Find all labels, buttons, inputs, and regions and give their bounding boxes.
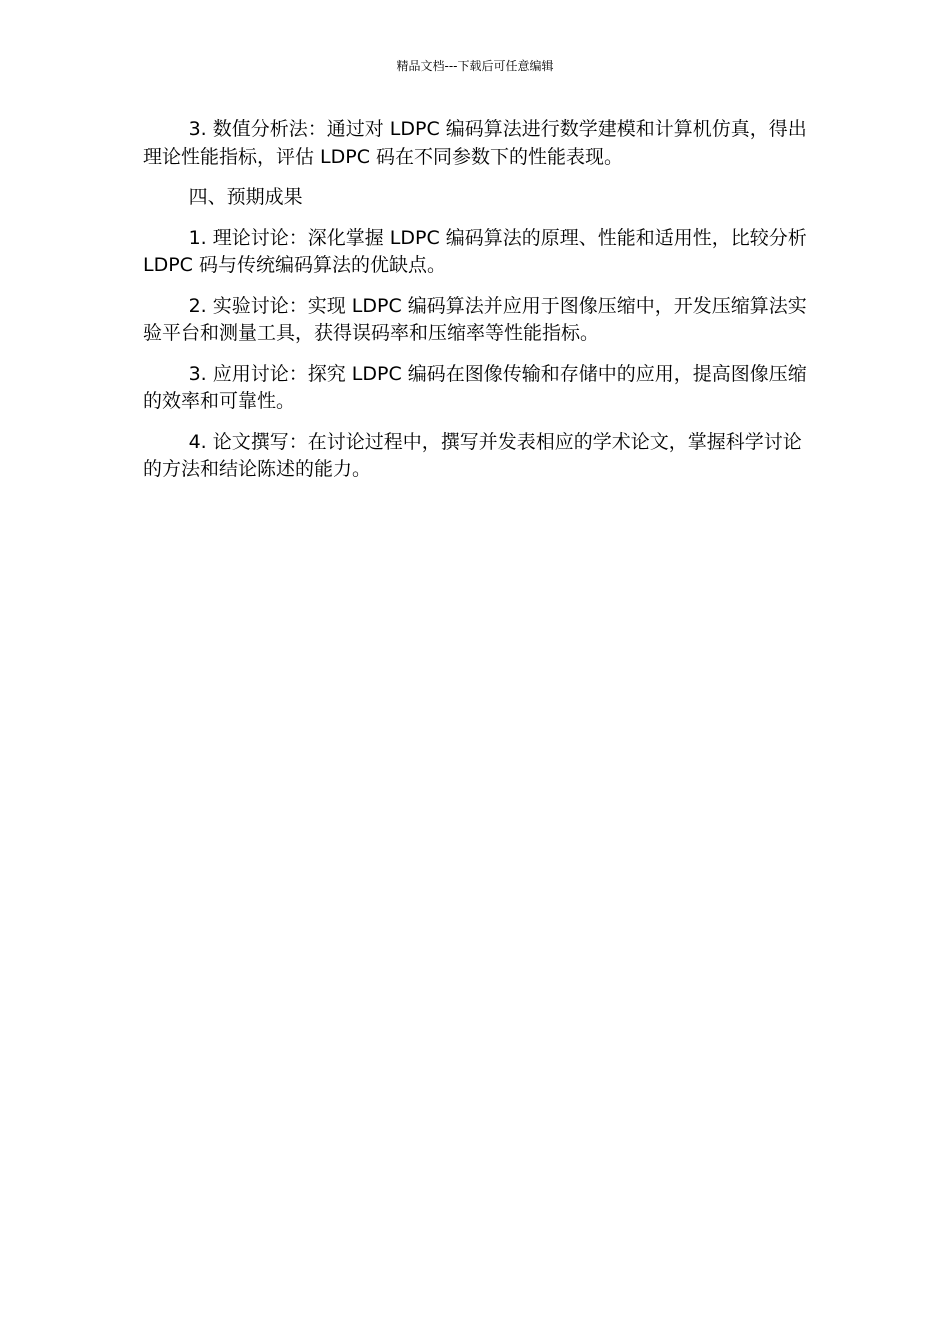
paragraph-thesis: 4. 论文撰写：在讨论过程中，撰写并发表相应的学术论文，掌握科学讨论的方法和结论陈述的能力。 (143, 430, 802, 480)
paragraph-theory: 1. 理论讨论：深化掌握 LDPC 编码算法的原理、性能和适用性，比较分析 LDPC 码与传统编码算法的优缺点。 (143, 226, 807, 276)
document-body (143, 116, 808, 497)
paragraph-experiment: 2. 实验讨论：实现 LDPC 编码算法并应用于图像压缩中，开发压缩算法实验平台和测量工具，获得误码率和压缩率等性能指标。 (143, 294, 807, 344)
page-header: 精品文档---下载后可任意编辑 (396, 59, 554, 73)
paragraph-application: 3. 应用讨论：探究 LDPC 编码在图像传输和存储中的应用，提高图像压缩的效率和可靠性。 (143, 362, 807, 412)
paragraph-method-numerical: 3. 数值分析法：通过对 LDPC 编码算法进行数学建模和计算机仿真，得出理论性能指标，评估 LDPC 码在不同参数下的性能表现。 (143, 118, 807, 168)
section-heading-expected-results: 四、预期成果 (188, 186, 303, 208)
